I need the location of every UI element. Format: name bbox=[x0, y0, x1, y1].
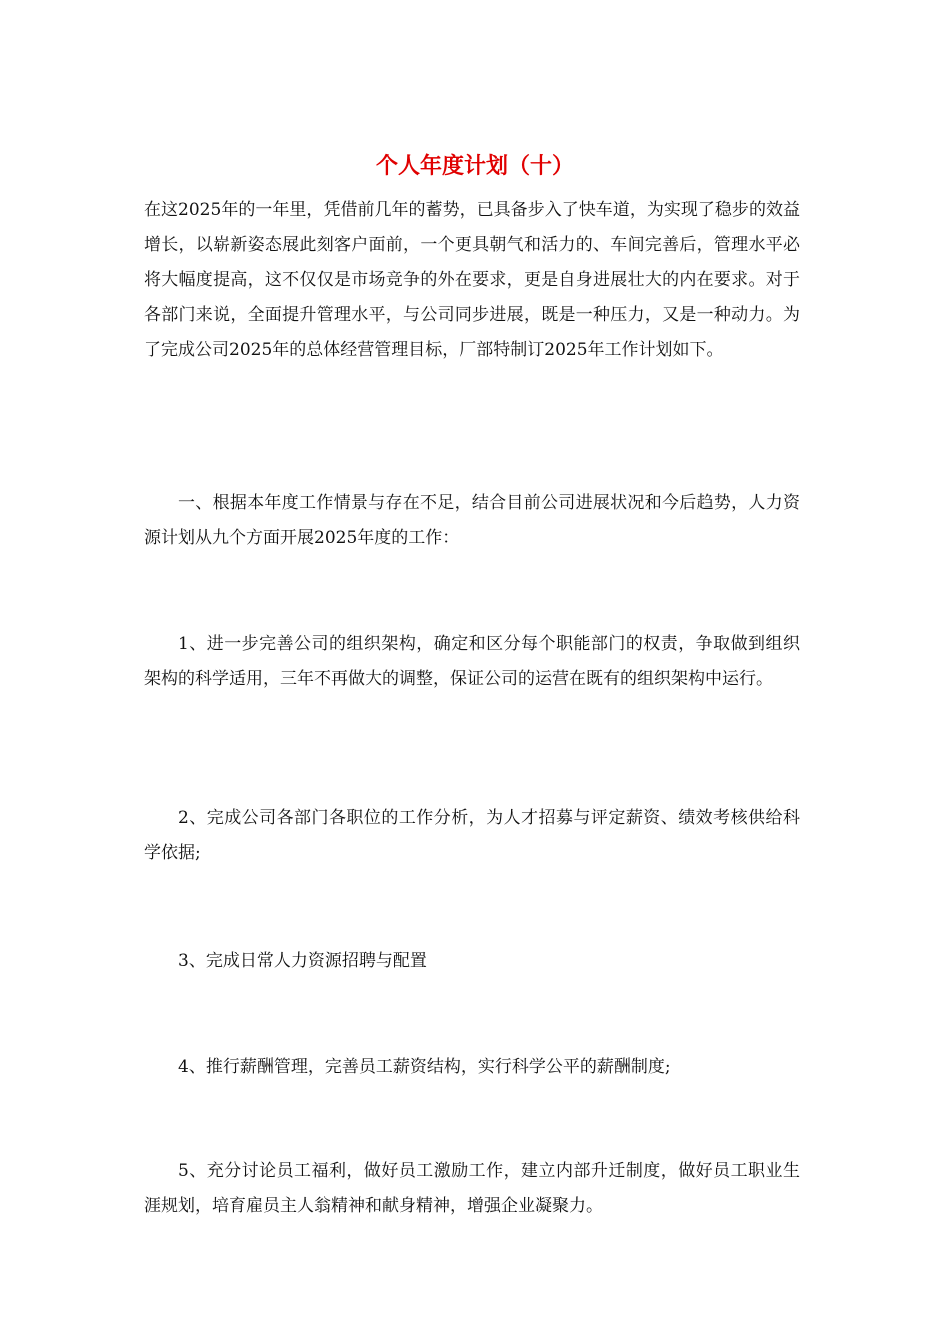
paragraph-item-2: 2、完成公司各部门各职位的工作分析，为人才招募与评定薪资、绩效考核供给科学依据; bbox=[144, 808, 800, 863]
paragraph-intro: 在这2025年的一年里，凭借前几年的蓄势，已具备步入了快车道，为实现了稳步的效益增长，以崭新姿态展此刻客户面前，一个更具朝气和活力的、车间完善后，管理水平必将大幅度提高，这不仅仅是市场竞争的外在要求，更是自身进展壮大的内在要求。对于各部门来说，全面提升管理水平，与公司同步进展，既是一种压力，又是一种动力。为了完成公司2025年的总体经营管理目标，厂部特制订2025年工作计划如下。 bbox=[144, 200, 800, 360]
paragraph-item-4: 4、推行薪酬管理，完善员工薪资结构，实行科学公平的薪酬制度; bbox=[178, 1057, 671, 1077]
paragraph-section-one: 一、根据本年度工作情景与存在不足，结合目前公司进展状况和今后趋势，人力资源计划从九个方面开展2025年度的工作： bbox=[144, 493, 800, 548]
document-title: 个人年度计划（十） bbox=[375, 154, 574, 179]
paragraph-item-1: 1、进一步完善公司的组织架构，确定和区分每个职能部门的权责，争取做到组织架构的科学适用，三年不再做大的调整，保证公司的运营在既有的组织架构中运行。 bbox=[144, 634, 800, 689]
paragraph-item-3: 3、完成日常人力资源招聘与配置 bbox=[178, 951, 427, 971]
paragraph-item-5: 5、充分讨论员工福利，做好员工激励工作，建立内部升迁制度，做好员工职业生涯规划，培育雇员主人翁精神和献身精神，增强企业凝聚力。 bbox=[144, 1161, 800, 1216]
